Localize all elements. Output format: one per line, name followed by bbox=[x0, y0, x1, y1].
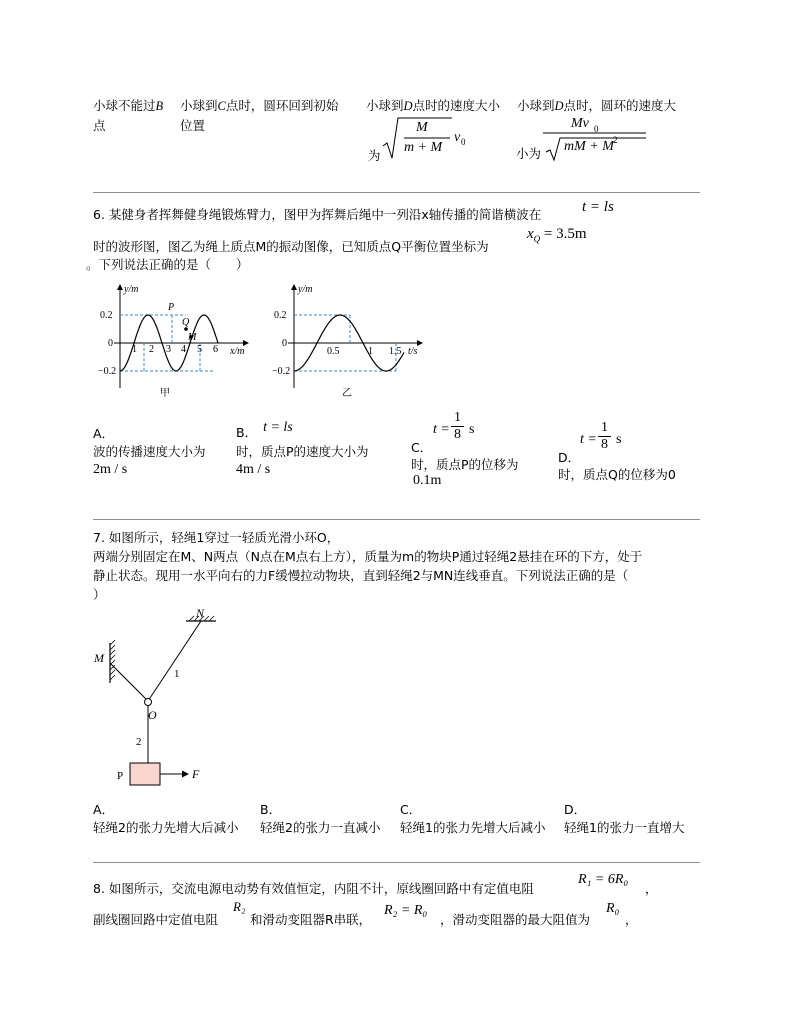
divider bbox=[93, 519, 700, 520]
block-p bbox=[130, 763, 160, 785]
x-tick: 2 bbox=[149, 344, 154, 355]
x-tick: 3 bbox=[166, 344, 171, 355]
label-rope-2: 2 bbox=[136, 736, 142, 748]
q8-r0-var: R₀ bbox=[606, 901, 620, 916]
graph-yi bbox=[272, 280, 432, 410]
q7-option-b: B． 轻绳2的张力一直减小 bbox=[260, 802, 381, 835]
y-tick: −0.2 bbox=[272, 366, 291, 377]
y-tick: 0 bbox=[108, 338, 113, 349]
y-tick: −0.2 bbox=[98, 366, 117, 377]
x-tick: 5 bbox=[197, 344, 202, 355]
x-tick: 1 bbox=[368, 346, 373, 357]
q7-stem: 7. 如图所示，轻绳1穿过一轻质光滑小环O， 两端分别固定在M、N两点（N点在M点右上方），质量为m的物块P通过轻绳2悬挂在环的下方，处于 静止状态。现用一水平向右的力F缓慢拉动物块，直到轻绳2与MN连线垂直。下列说法正确的是（ ） bbox=[93, 530, 643, 602]
x-tick: 1 bbox=[132, 344, 137, 355]
q8-r1-formula: R₁ = 6R₀ bbox=[578, 872, 629, 887]
divider bbox=[93, 862, 700, 863]
q5-option-c: 小球到D点时的速度大小 bbox=[366, 98, 501, 113]
fraction: $\frac{1}{8}$ bbox=[598, 420, 611, 453]
ring-o bbox=[145, 699, 152, 706]
graph-caption: 乙 bbox=[342, 388, 352, 399]
q5-option-d: 小球到D点时，圆环的速度大 bbox=[517, 98, 677, 113]
label-f: F bbox=[192, 767, 200, 781]
label-m: M bbox=[94, 651, 104, 665]
q5-option-c-formula: 为 M m + M v 0 bbox=[368, 116, 508, 164]
graph-jia bbox=[100, 280, 260, 410]
q6-option-c: t = $\frac{1}{8}$ s C． 时，质点P的位移为 0.1m bbox=[411, 410, 519, 488]
q7-option-d: D． 轻绳1的张力一直增大 bbox=[564, 802, 685, 835]
x-tick: 4 bbox=[181, 344, 186, 355]
q8-r2-formula: R₂ = R₀ bbox=[384, 903, 428, 918]
q6-stem-line1: 6. 某健身者挥舞健身绳锻炼臂力，图甲为挥舞后绳中一列沿x轴传播的简谐横波在 bbox=[93, 207, 542, 222]
point-label-m: M bbox=[188, 332, 197, 343]
x-axis-label: x/m bbox=[230, 346, 245, 357]
y-axis-label: y/m bbox=[124, 284, 139, 295]
q6-stem-line3: 。下列说法正确的是（ ） bbox=[86, 257, 249, 272]
point-label-p: P bbox=[168, 302, 175, 313]
x-axis-label: t/s bbox=[408, 346, 418, 357]
q5-option-d-formula: 小为 Mv 0 mM + M 2 bbox=[516, 116, 656, 164]
label-p: P bbox=[117, 770, 124, 782]
label-o: O bbox=[148, 708, 157, 722]
divider bbox=[93, 192, 700, 193]
q6-xq-formula: $x_Q = 3.5m$ bbox=[527, 226, 587, 244]
q8-stem-line2: 副线圈回路中定值电阻 bbox=[93, 912, 219, 927]
y-tick: 0.2 bbox=[274, 310, 287, 321]
q5-option-a: 小球不能过B 点 bbox=[93, 98, 164, 133]
q5-option-b: 小球到C点时，圆环回到初始 位置 bbox=[180, 98, 339, 133]
q6-time-formula: t = ls bbox=[582, 199, 614, 215]
y-tick: 0 bbox=[282, 338, 287, 349]
q8-r2-var: R₂ bbox=[233, 899, 246, 914]
q6-option-d: t = $\frac{1}{8}$ s D． 时，质点Q的位移为0 bbox=[558, 420, 676, 482]
label-rope-1: 1 bbox=[174, 668, 180, 680]
x-tick: 6 bbox=[213, 344, 218, 355]
x-tick: 1.5 bbox=[389, 346, 402, 357]
y-tick: 0.2 bbox=[100, 310, 113, 321]
y-axis-label: y/m bbox=[298, 284, 313, 295]
x-tick: 0.5 bbox=[327, 346, 340, 357]
q6-option-b: B． t = ls 时，质点P的速度大小为 4m / s bbox=[236, 420, 369, 477]
fraction: $\frac{1}{8}$ bbox=[451, 410, 464, 443]
label-n: N bbox=[196, 606, 205, 620]
q8-stem-line1: 8. 如图所示，交流电源电动势有效值恒定，内阻不计，原线圈回路中有定值电阻 bbox=[93, 881, 534, 896]
q6-option-a: A． 波的传播速度大小为 2m / s bbox=[93, 426, 206, 477]
point-label-q: Q bbox=[182, 317, 190, 328]
q7-option-c: C． 轻绳1的张力先增大后减小 bbox=[400, 802, 546, 835]
q6-stem-line2: 时的波形图，图乙为绳上质点M的振动图像，已知质点Q平衡位置坐标为 bbox=[93, 239, 489, 254]
graph-caption: 甲 bbox=[160, 388, 170, 399]
q7-diagram bbox=[88, 605, 238, 795]
q7-option-a: A． 轻绳2的张力先增大后减小 bbox=[93, 802, 239, 835]
